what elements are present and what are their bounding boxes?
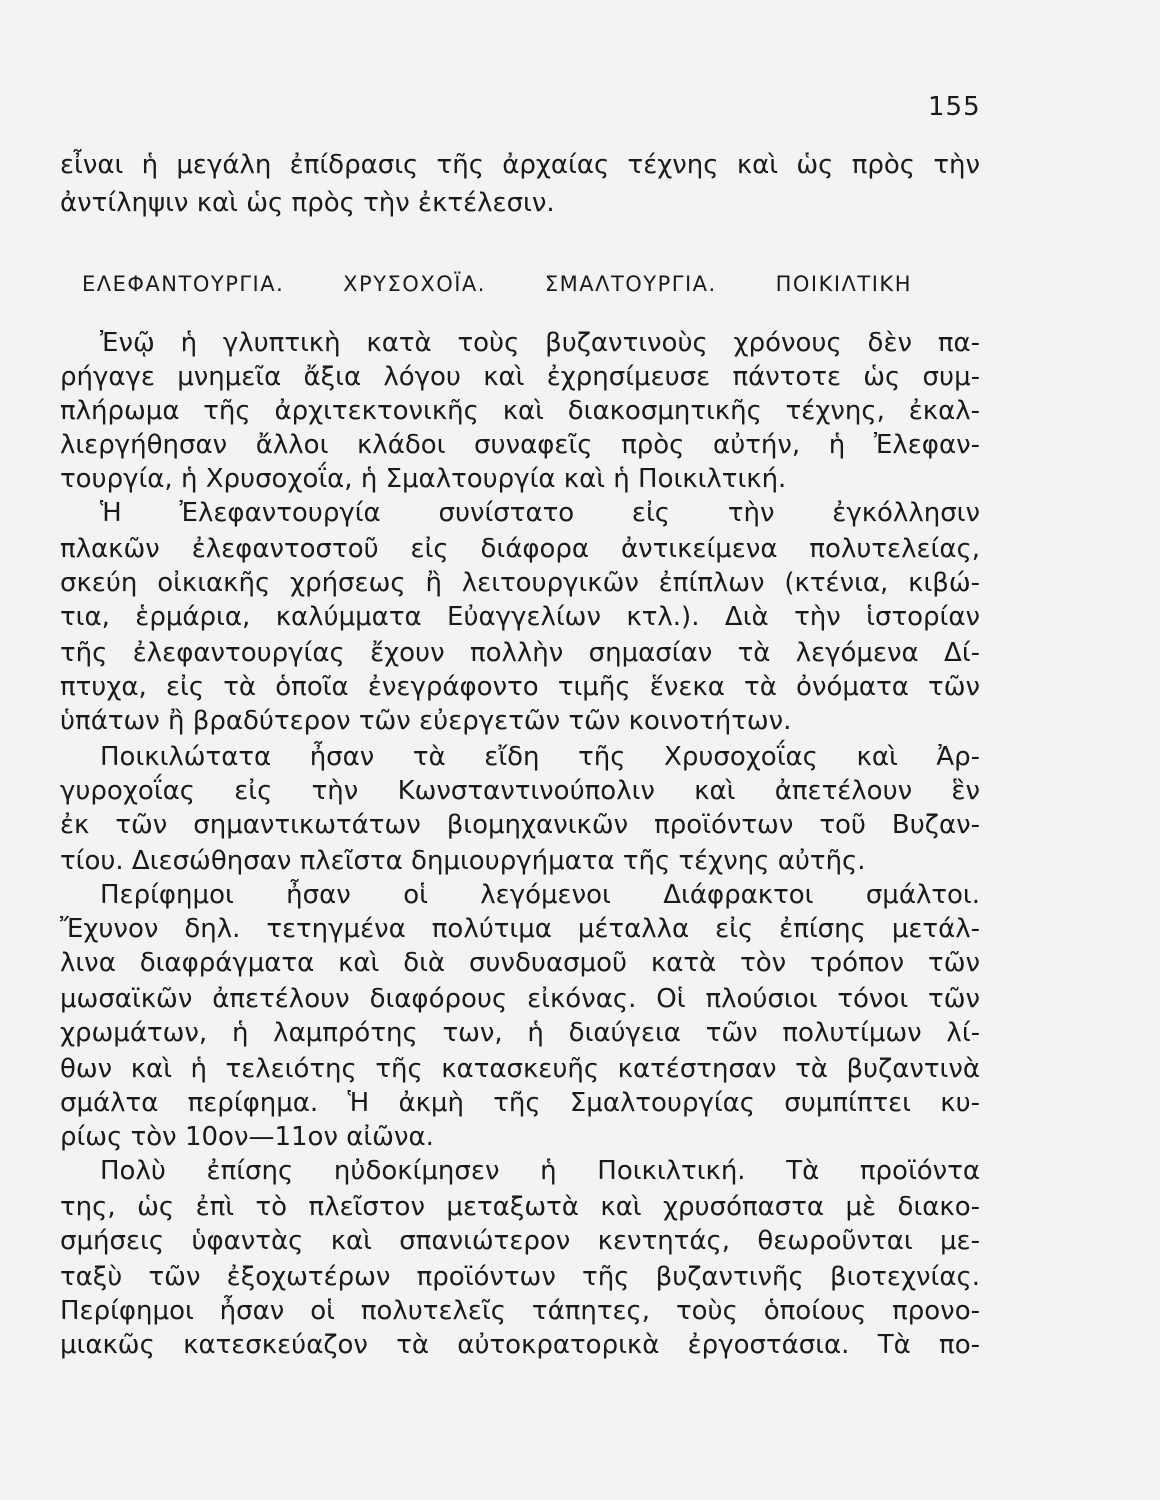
text-line: πλήρωμα τῆς ἀρχιτεκτονικῆς καὶ διακοσμητικῆς τέχνης, ἐκαλ- [60, 396, 980, 426]
text-line: Ἐνῷ ἡ γλυπτικὴ κατὰ τοὺς βυζαντινοὺς χρόνους δὲν πα- [100, 328, 980, 358]
text-line: ρήγαγε μνημεῖα ἄξια λόγου καὶ ἐχρησίμευσε πάντοτε ὡς συμ- [60, 362, 980, 392]
text-line: ταξὺ τῶν ἐξοχωτέρων προϊόντων τῆς βυζαντινῆς βιοτεχνίας. [60, 1262, 980, 1292]
text-line: Περίφημοι ἦσαν οἱ λεγόμενοι Διάφρακτοι σμάλτοι. [100, 880, 980, 910]
text-line: εἶναι ἡ μεγάλη ἐπίδρασις τῆς ἀρχαίας τέχνης καὶ ὡς πρὸς τὴν [60, 150, 980, 180]
text-line: Ἡ Ἐλεφαντουργία συνίστατο εἰς τὴν ἐγκόλλησιν [100, 498, 980, 528]
text-line: λινα διαφράγματα καὶ διὰ συνδυασμοῦ κατὰ τὸν τρόπον τῶν [60, 948, 980, 978]
text-line: τίου. Διεσώθησαν πλεῖστα δημιουργήματα τῆς τέχνης αὐτῆς. [60, 846, 866, 876]
text-line: ἐκ τῶν σημαντικωτάτων βιομηχανικῶν προϊόντων τοῦ Βυζαν- [60, 810, 980, 840]
text-line: θων καὶ ἡ τελειότης τῆς κατασκευῆς κατέστησαν τὰ βυζαντινὰ [60, 1054, 980, 1084]
section-heading: ΕΛΕΦΑΝΤΟΥΡΓΙΑ. ΧΡΥΣΟΧΟΪΑ. ΣΜΑΛΤΟΥΡΓΙΑ. ΠΟΙΚΙΛΤΙΚΗ [82, 272, 912, 296]
text-line: Πολὺ ἐπίσης ηὐδοκίμησεν ἡ Ποικιλτική. Τὰ προϊόντα [100, 1156, 980, 1186]
text-line: τια, ἑρμάρια, καλύμματα Εὐαγγελίων κτλ.). Διὰ τὴν ἱστορίαν [60, 602, 980, 632]
text-line: πτυχα, εἰς τὰ ὁποῖα ἐνεγράφοντο τιμῆς ἕνεκα τὰ ὀνόματα τῶν [60, 672, 980, 702]
text-line: της, ὡς ἐπὶ τὸ πλεῖστον μεταξωτὰ καὶ χρυσόπαστα μὲ διακο- [60, 1192, 980, 1222]
text-line: σμήσεις ὑφαντὰς καὶ σπανιώτερον κεντητάς, θεωροῦνται με- [60, 1226, 980, 1256]
text-line: σμάλτα περίφημα. Ἡ ἀκμὴ τῆς Σμαλτουργίας συμπίπτει κυ- [60, 1088, 980, 1118]
page-number: 155 [928, 92, 981, 122]
text-line: μιακῶς κατεσκεύαζον τὰ αὐτοκρατορικὰ ἐργοστάσια. Τὰ πο- [60, 1330, 980, 1360]
text-line: πλακῶν ἐλεφαντοστοῦ εἰς διάφορα ἀντικείμενα πολυτελείας, [60, 534, 980, 564]
text-line: ἀντίληψιν καὶ ὡς πρὸς τὴν ἐκτέλεσιν. [60, 188, 555, 218]
text-line: ρίως τὸν 10ον—11ον αἰῶνα. [60, 1122, 434, 1152]
text-line: μωσαϊκῶν ἀπετέλουν διαφόρους εἰκόνας. Οἱ πλούσιοι τόνοι τῶν [60, 984, 980, 1014]
text-line: χρωμάτων, ἡ λαμπρότης των, ἡ διαύγεια τῶν πολυτίμων λί- [60, 1018, 980, 1048]
text-line: γυροχοΐας εἰς τὴν Κωνσταντινούπολιν καὶ ἀπετέλουν ἓν [60, 776, 980, 806]
text-line: Περίφημοι ἦσαν οἱ πολυτελεῖς τάπητες, τοὺς ὁποίους προνο- [60, 1296, 980, 1326]
text-line: τῆς ἐλεφαντουργίας ἔχουν πολλὴν σημασίαν τὰ λεγόμενα Δί- [60, 638, 980, 668]
text-line: σκεύη οἰκιακῆς χρήσεως ἢ λειτουργικῶν ἐπίπλων (κτένια, κιβώ- [60, 568, 980, 598]
text-line: ὑπάτων ἢ βραδύτερον τῶν εὐεργετῶν τῶν κοινοτήτων. [60, 706, 792, 736]
text-line: λιεργήθησαν ἄλλοι κλάδοι συναφεῖς πρὸς αὐτήν, ἡ Ἐλεφαν- [60, 430, 980, 460]
text-line: Ποικιλώτατα ἦσαν τὰ εἴδη τῆς Χρυσοχοΐας καὶ Ἀρ- [100, 742, 980, 772]
text-line: τουργία, ἡ Χρυσοχοΐα, ἡ Σμαλτουργία καὶ ἡ Ποικιλτική. [60, 464, 787, 494]
text-line: Ἔχυνον δηλ. τετηγμένα πολύτιμα μέταλλα εἰς ἐπίσης μετάλ- [60, 914, 980, 944]
